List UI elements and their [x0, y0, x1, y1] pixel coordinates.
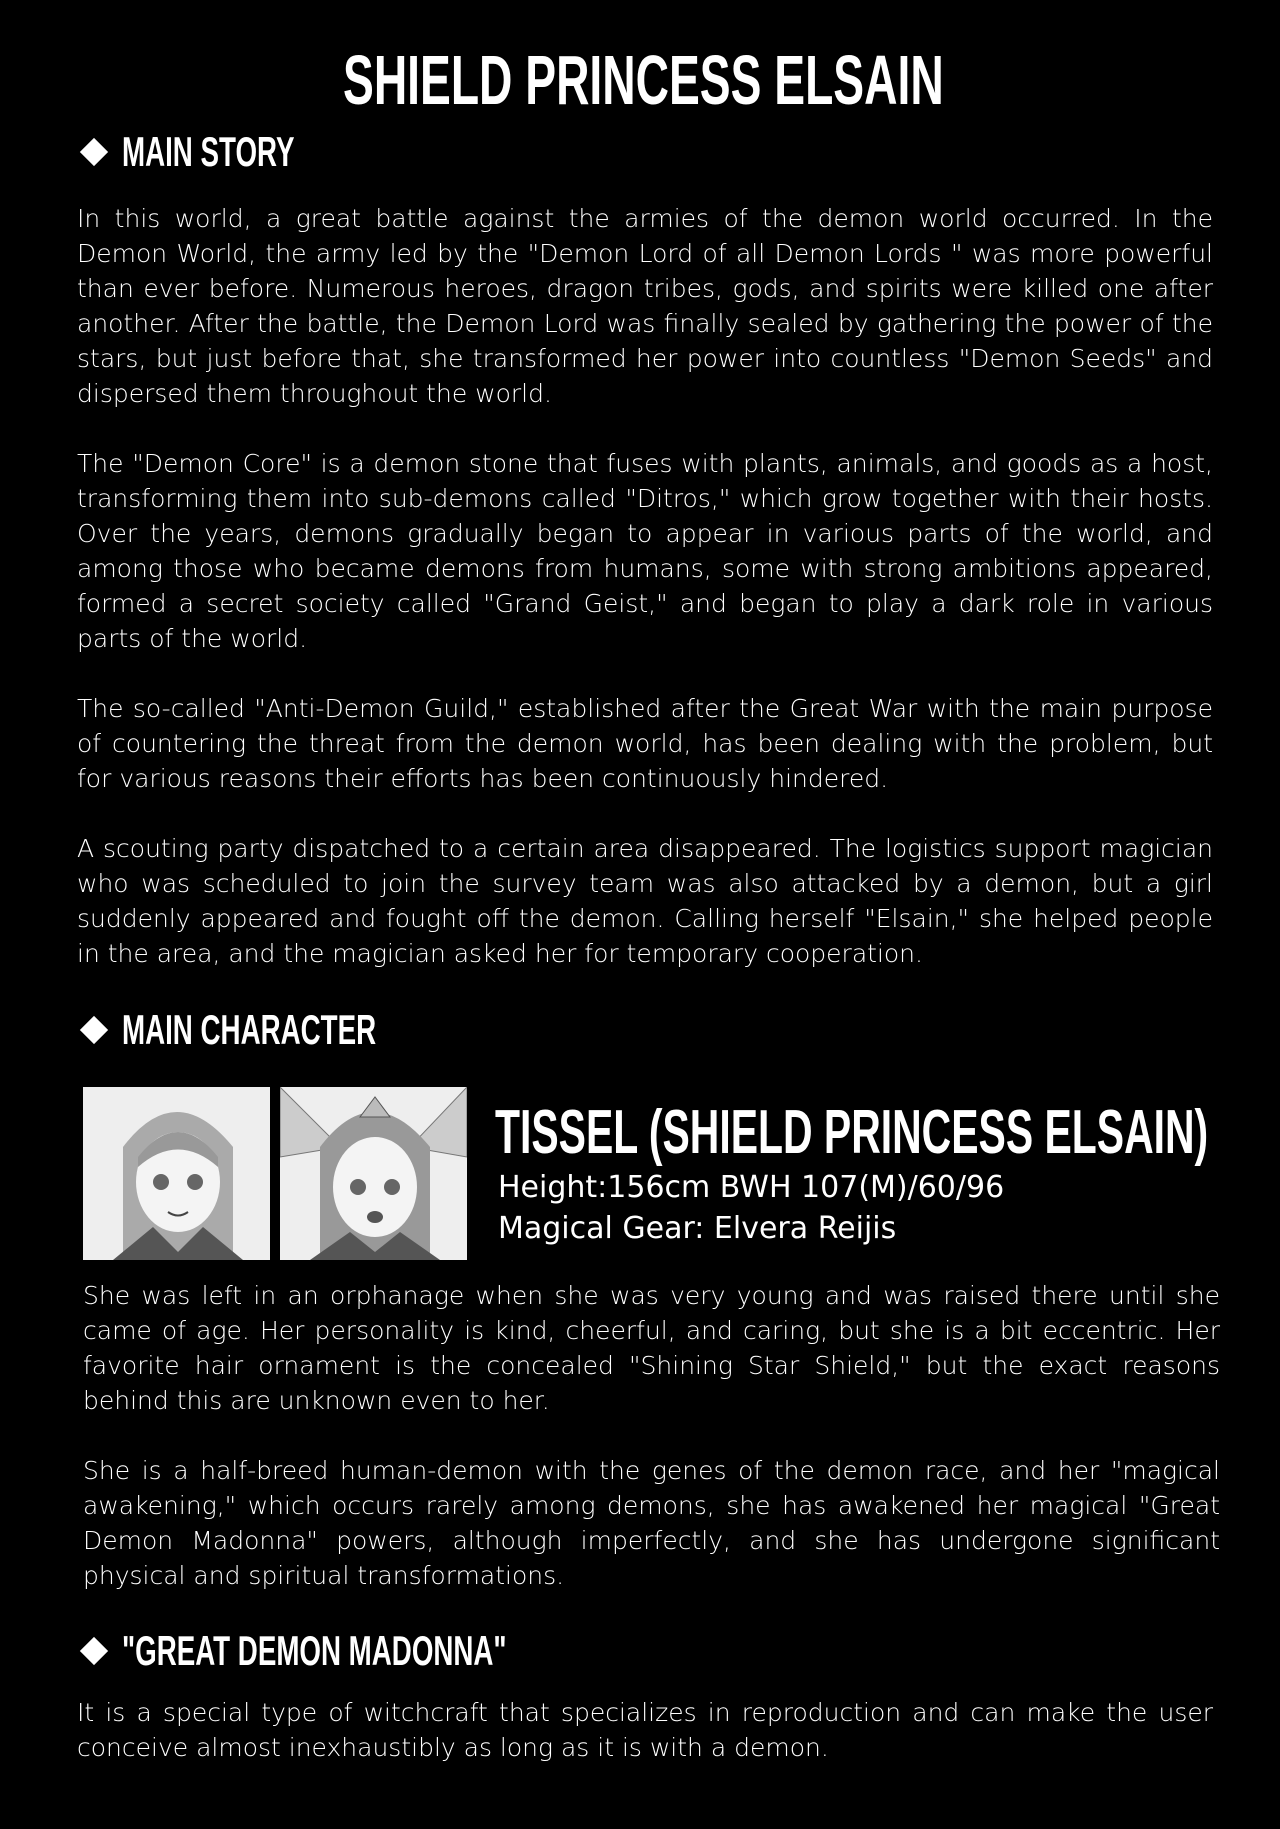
- character-portrait-normal: [83, 1087, 270, 1260]
- paragraph: A scouting party dispatched to a certain area disappeared. The logistics support magician who was scheduled to join the survey team was also attacked by a demon, but a girl suddenly appeared and fought off the demon. Calling herself "Elsain," she helped people in the area, and the magician asked her for temporary cooperation.: [77, 834, 1213, 968]
- character-name: TISSEL (SHIELD PRINCESS ELSAIN): [495, 1098, 1209, 1167]
- main-story-text: [77, 201, 1213, 1006]
- madonna-heading: "GREAT DEMON MADONNA": [78, 1627, 705, 1675]
- character-gear: Magical Gear: Elvera Reijis: [498, 1211, 897, 1246]
- paragraph: She was left in an orphanage when she was very young and was raised there until she came of age. Her personality is kind, cheerful, and caring, but she is a bit eccentric. Her favorite hair ornament is the concealed "Shining Star Shield," but the exact reasons behind this are unknown even to her.: [83, 1281, 1220, 1415]
- paragraph: She is a half-breed human-demon with the genes of the demon race, and her "magical awakening," which occurs rarely among demons, she has awakened her magical "Great Demon Madonna" powers, although imperfectly, and she has undergone significant physical and spiritual transformations.: [83, 1456, 1220, 1590]
- madonna-text: [77, 1695, 1213, 1800]
- portrait-illustration-icon: [83, 1087, 270, 1260]
- paragraph: The so-called "Anti-Demon Guild," established after the Great War with the main purpose of countering the threat from the demon world, has been dealing with the problem, but for various reasons their efforts has been continuously hindered.: [77, 694, 1213, 793]
- main-character-heading: MAIN CHARACTER: [78, 1006, 507, 1054]
- paragraph: In this world, a great battle against the armies of the demon world occurred. In the Demon World, the army led by the "Demon Lord of all Demon Lords " was more powerful than ever before. Numerous heroes, dragon tribes, gods, and spirits were killed one after another. After the battle, the Demon Lord was finally sealed by gathering the power of the stars, but just before that, she transformed her power into countless "Demon Seeds" and dispersed them throughout the world.: [77, 204, 1213, 408]
- main-story-heading: MAIN STORY: [78, 128, 383, 176]
- page-title: SHIELD PRINCESS ELSAIN: [343, 41, 944, 119]
- main-character-text: [83, 1278, 1220, 1628]
- diamond-icon: [80, 138, 108, 166]
- diamond-icon: [80, 1016, 108, 1044]
- character-portrait-transformed: [280, 1087, 467, 1260]
- portrait-illustration-icon: [280, 1087, 467, 1260]
- character-height: Height:156cm BWH 107(M)/60/96: [498, 1170, 1005, 1205]
- paragraph: The "Demon Core" is a demon stone that fuses with plants, animals, and goods as a host, transforming them into sub-demons called "Ditros," which grow together with their hosts. Over the years, demons gradually began to appear in various parts of the world, and among those who became demons from humans, some with strong ambitions appeared, formed a secret society called "Grand Geist," and began to play a dark role in various parts of the world.: [77, 449, 1213, 653]
- diamond-icon: [80, 1637, 108, 1665]
- paragraph: It is a special type of witchcraft that specializes in reproduction and can make the user conceive almost inexhaustibly as long as it is with a demon.: [77, 1698, 1213, 1762]
